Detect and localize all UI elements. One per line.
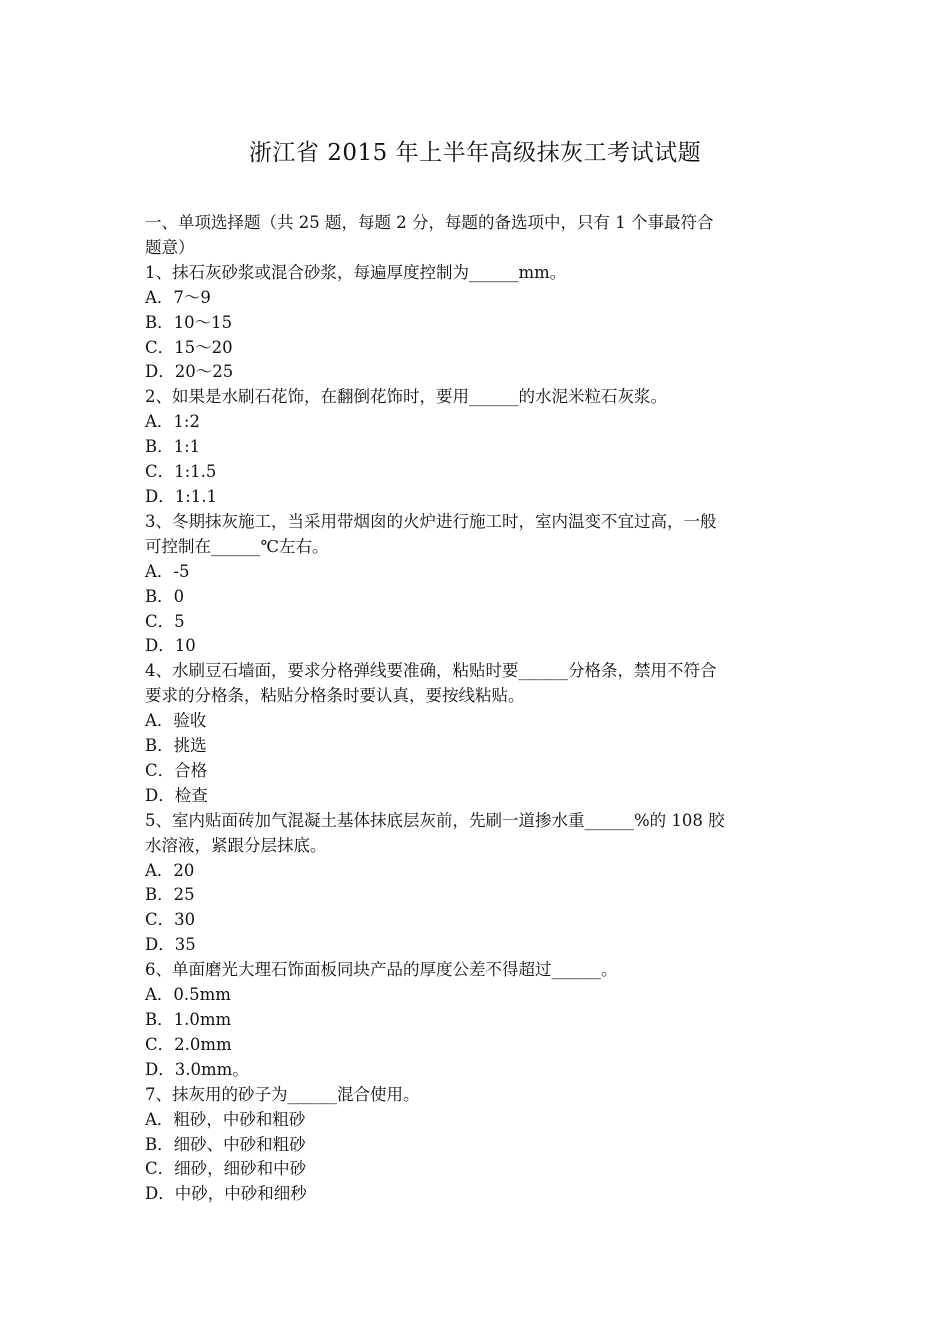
option-d: D．中砂，中砂和细秒 <box>145 1184 307 1204</box>
question-4 <box>145 659 807 808</box>
section-heading <box>145 211 807 261</box>
question-5 <box>145 809 807 958</box>
option-c: C．1:1.5 <box>145 462 217 482</box>
question-1 <box>145 261 807 386</box>
option-a: A．验收 <box>145 711 207 731</box>
question-text: 6、单面磨光大理石饰面板同块产品的厚度公差不得超过______。 <box>145 960 618 980</box>
option-c: C．2.0mm <box>145 1034 232 1054</box>
option-c: C．细砂，细砂和中砂 <box>145 1159 307 1179</box>
option-c: C．15～20 <box>145 337 233 357</box>
section-heading-line-2: 题意） <box>145 237 195 257</box>
option-d: D．检查 <box>145 785 208 805</box>
option-d: D．10 <box>145 636 196 656</box>
option-a: A．粗砂，中砂和粗砂 <box>145 1109 306 1129</box>
option-a: A．1:2 <box>145 412 200 432</box>
option-b: B．挑选 <box>145 736 207 756</box>
option-d: D．35 <box>145 935 196 955</box>
question-6 <box>145 958 807 1083</box>
option-b: B．0 <box>145 586 185 606</box>
option-d: D．1:1.1 <box>145 486 218 506</box>
section-heading-line-1: 一、单项选择题（共 25 题，每题 2 分，每题的备选项中，只有 1 个事最符合 <box>145 213 714 232</box>
option-a: A．7～9 <box>145 287 211 307</box>
page-title: 浙江省 2015 年上半年高级抹灰工考试试题 <box>248 140 702 166</box>
option-b: B．1.0mm <box>145 1010 232 1029</box>
option-b: B．10～15 <box>145 312 233 332</box>
question-text: 2、如果是水刷石花饰，在翻倒花饰时，要用______的水泥米粒石灰浆。 <box>145 387 667 407</box>
option-c: C．合格 <box>145 760 208 780</box>
question-text: 1、抹石灰砂浆或混合砂浆，每遍厚度控制为______mm。 <box>145 262 567 282</box>
option-b: B．25 <box>145 885 195 905</box>
question-text: 5、室内贴面砖加气混凝土基体抹底层灰前，先刷一道掺水重______%的 108 胶 <box>145 810 725 830</box>
option-a: A．20 <box>145 860 195 880</box>
option-d: D．3.0mm。 <box>145 1059 249 1079</box>
question-text-continued: 可控制在______℃左右。 <box>145 536 329 556</box>
option-a: A．0.5mm <box>145 985 231 1005</box>
question-text: 7、抹灰用的砂子为______混合使用。 <box>145 1084 420 1104</box>
question-7 <box>145 1083 807 1208</box>
option-c: C．30 <box>145 910 196 930</box>
question-3 <box>145 510 807 659</box>
question-text: 4、水刷豆石墙面，要求分格弹线要准确，粘贴时要______分格条，禁用不符合 <box>145 661 717 681</box>
option-a: A．-5 <box>145 561 190 581</box>
question-text: 3、冬期抹灰施工，当采用带烟囱的火炉进行施工时，室内温变不宜过高，一般 <box>145 511 717 531</box>
question-2 <box>145 385 807 510</box>
option-d: D．20～25 <box>145 362 234 382</box>
exam-content <box>145 211 807 1207</box>
option-c: C．5 <box>145 611 185 631</box>
question-text-continued: 水溶液，紧跟分层抹底。 <box>145 835 327 855</box>
question-text-continued: 要求的分格条，粘贴分格条时要认真，要按线粘贴。 <box>145 686 525 706</box>
option-b: B．1:1 <box>145 437 201 457</box>
option-b: B．细砂、中砂和粗砂 <box>145 1134 306 1154</box>
